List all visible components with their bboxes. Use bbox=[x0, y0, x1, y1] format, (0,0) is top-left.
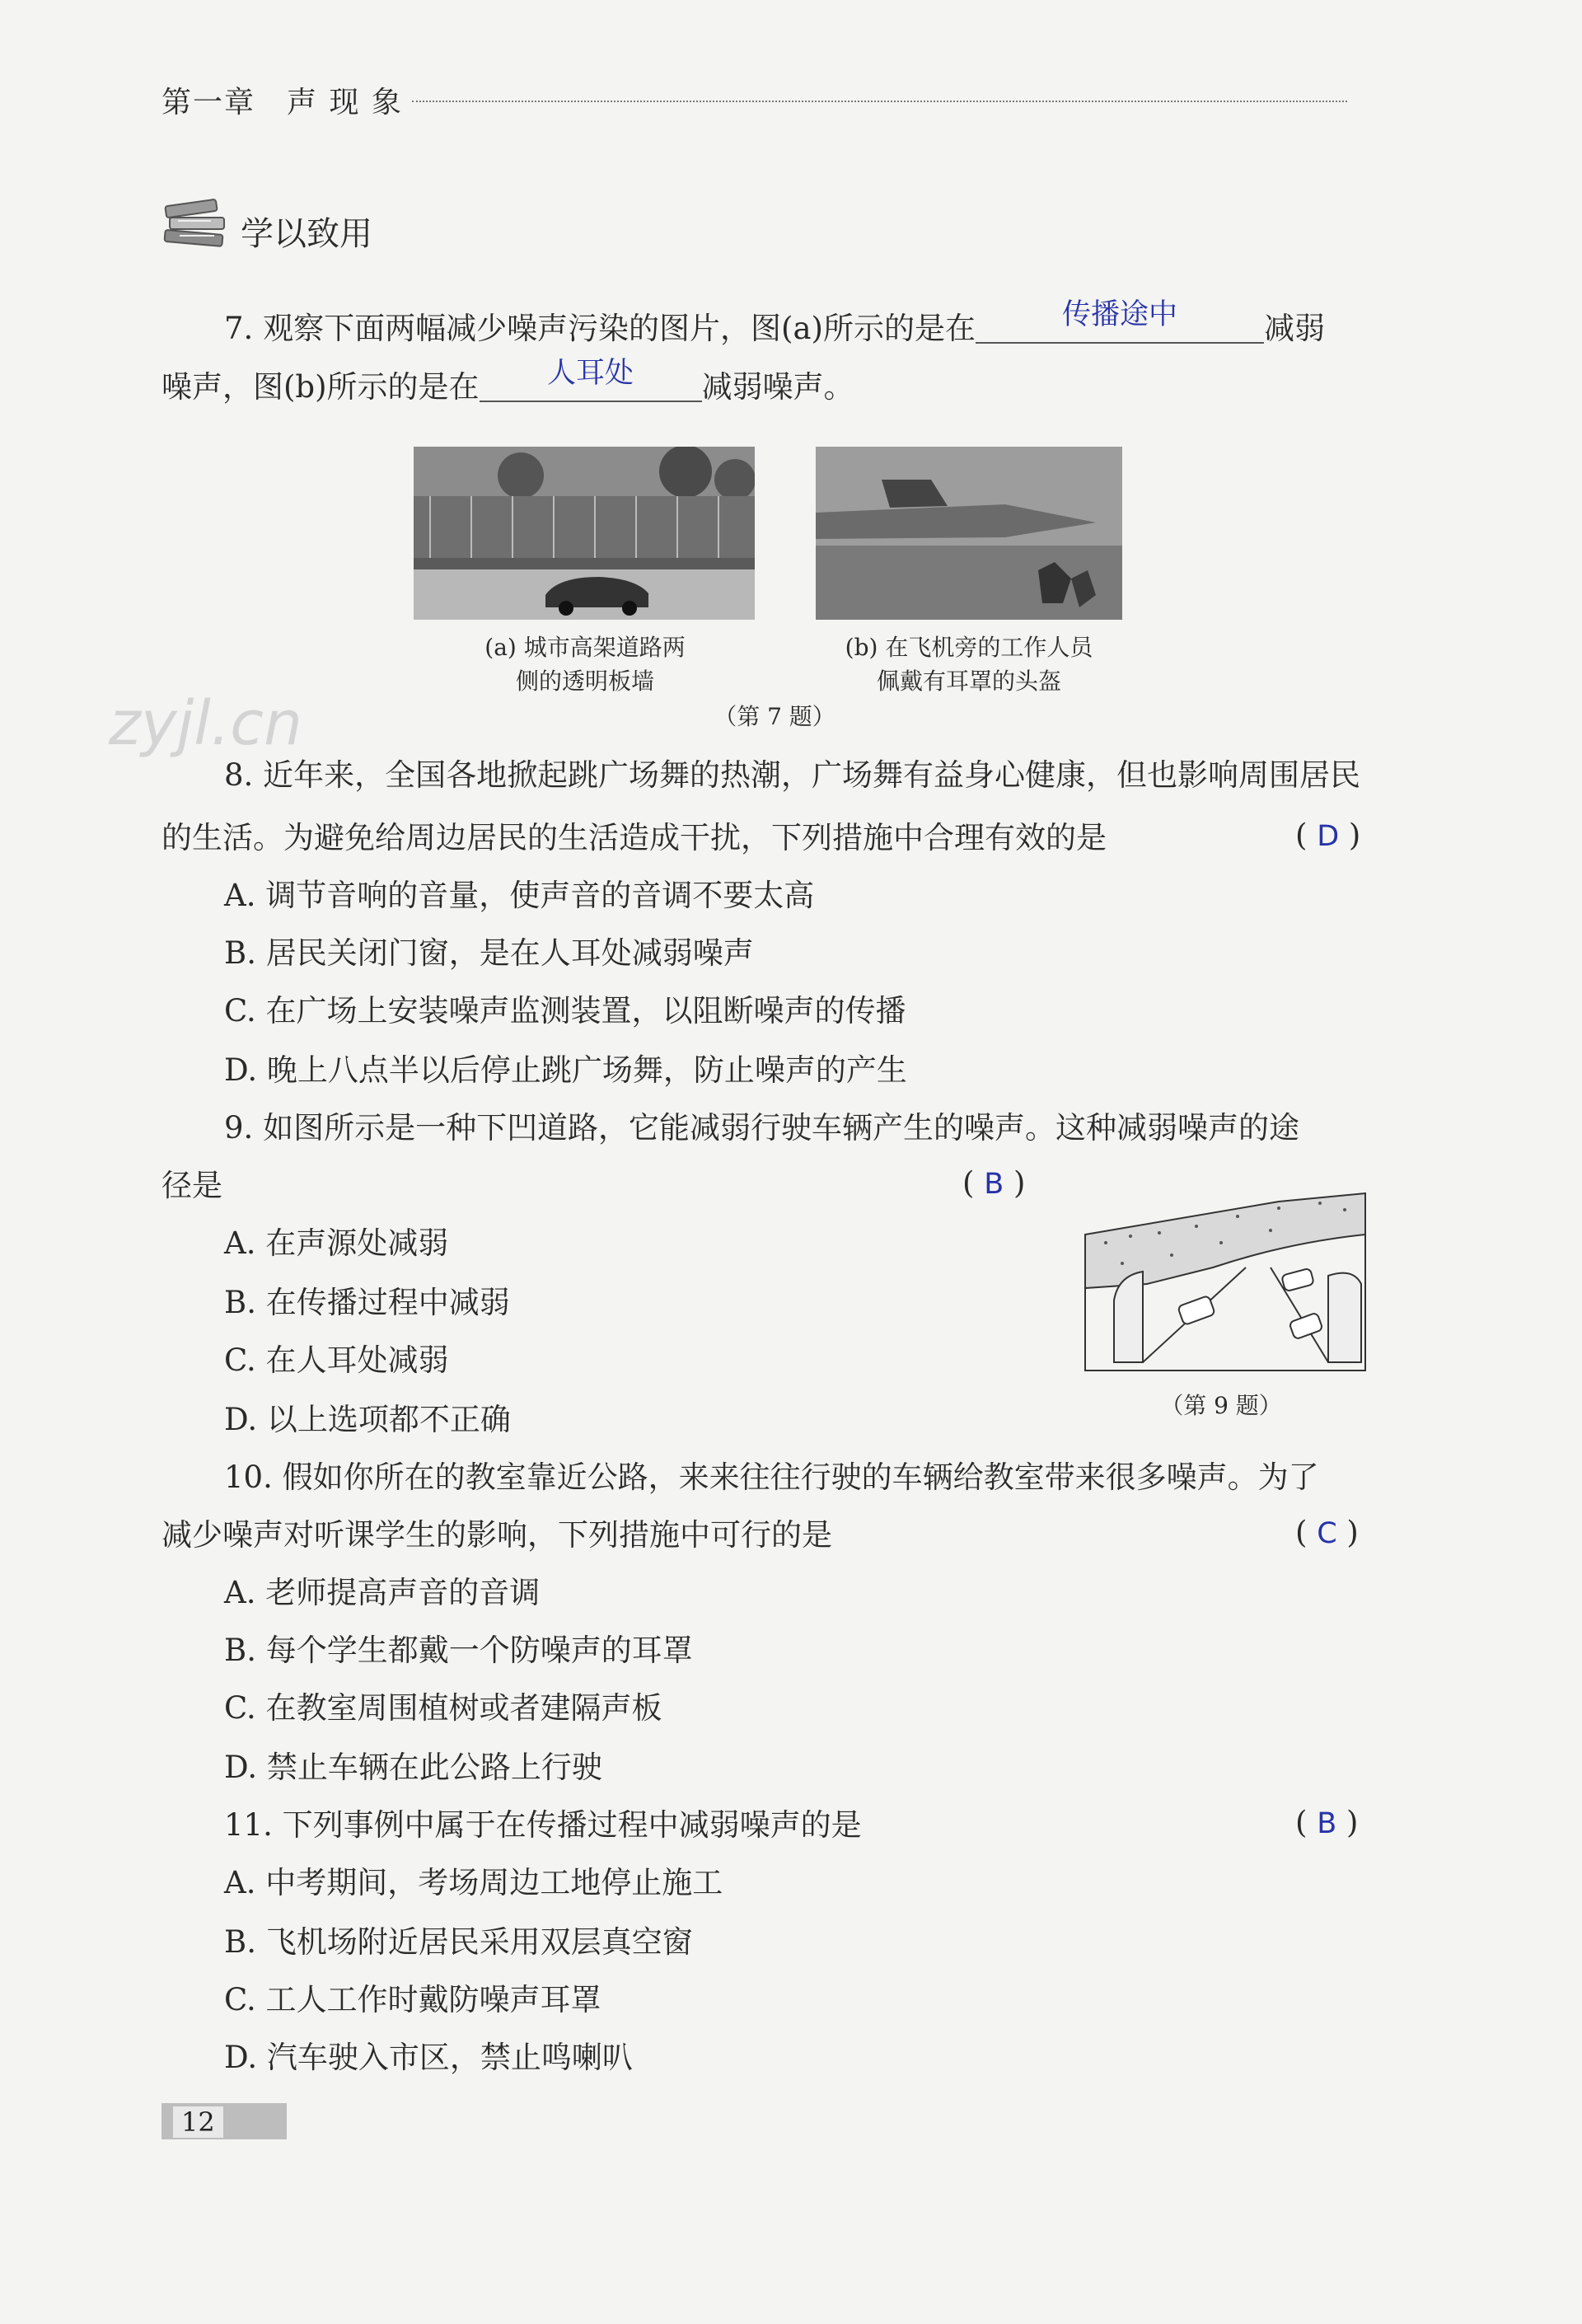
q10-line2: 减少噪声对听课学生的影响，下列措施中可行的是 bbox=[161, 1517, 832, 1553]
q7-line1: 7. 观察下面两幅减少噪声污染的图片，图(a)所示的是在 传播途中 减弱 bbox=[224, 298, 1325, 346]
q10-line1: 10. 假如你所在的教室靠近公路，来来往往行驶的车辆给教室带来很多噪声。为了 bbox=[224, 1460, 1319, 1495]
q11-option-c: C. 工人工作时戴防噪声耳罩 bbox=[224, 1982, 601, 2017]
figure-7a-caption: (a) 城市高架道路两 侧的透明板墙 bbox=[484, 634, 686, 695]
figure-7b-jet-crew bbox=[816, 447, 1122, 620]
q10-option-c: C. 在教室周围植树或者建隔声板 bbox=[224, 1690, 662, 1726]
q7-line2: 噪声，图(b)所示的是在 人耳处 减弱噪声。 bbox=[161, 357, 854, 405]
q8-option-d: D. 晚上八点半以后停止跳广场舞，防止噪声的产生 bbox=[224, 1052, 907, 1088]
watermark: zyjl.cn bbox=[109, 688, 302, 759]
books-icon bbox=[161, 196, 236, 254]
figure-7a-sound-barrier bbox=[414, 447, 755, 620]
q10-answer-bracket: ( C ) bbox=[1295, 1515, 1359, 1550]
header-rule bbox=[412, 101, 1347, 102]
q8-line2: 的生活。为避免给周边居民的生活造成干扰，下列措施中合理有效的是 bbox=[161, 820, 1107, 855]
q11-option-d: D. 汽车驶入市区，禁止鸣喇叭 bbox=[224, 2040, 633, 2075]
q7-answer2: 人耳处 bbox=[547, 357, 634, 390]
q9-option-b: B. 在传播过程中减弱 bbox=[224, 1285, 510, 1320]
q11-line1: 11. 下列事例中属于在传播过程中减弱噪声的是 bbox=[224, 1807, 862, 1843]
figure-9-sunken-road bbox=[1081, 1185, 1369, 1375]
figure-9-label: （第 9 题） bbox=[1160, 1392, 1282, 1419]
figure-7-label: （第 7 题） bbox=[714, 703, 835, 730]
q9-option-a: A. 在声源处减弱 bbox=[224, 1225, 449, 1261]
q8-answer-bracket: ( D ) bbox=[1295, 818, 1361, 853]
q8-line1: 8. 近年来，全国各地掀起跳广场舞的热潮，广场舞有益身心健康，但也影响周围居民 bbox=[224, 757, 1361, 793]
q8-option-c: C. 在广场上安装噪声监测装置，以阻断噪声的传播 bbox=[224, 993, 906, 1028]
q9-answer-bracket: ( B ) bbox=[962, 1165, 1026, 1201]
q7-blank2 bbox=[480, 357, 702, 402]
q11-option-b: B. 飞机场附近居民采用双层真空窗 bbox=[224, 1924, 693, 1960]
q8-option-a: A. 调节音响的音量，使声音的音调不要太高 bbox=[224, 878, 815, 913]
q10-option-a: A. 老师提高声音的音调 bbox=[224, 1575, 541, 1610]
page-number: 12 bbox=[173, 2106, 223, 2138]
q9-line1: 9. 如图所示是一种下凹道路，它能减弱行驶车辆产生的噪声。这种减弱噪声的途 bbox=[224, 1110, 1300, 1146]
figure-7b-caption: (b) 在飞机旁的工作人员 佩戴有耳罩的头盔 bbox=[845, 634, 1093, 695]
q9-line2: 径是 bbox=[161, 1168, 222, 1203]
q10-option-b: B. 每个学生都戴一个防噪声的耳罩 bbox=[224, 1633, 693, 1668]
q9-option-c: C. 在人耳处减弱 bbox=[224, 1342, 449, 1378]
q7-blank1 bbox=[976, 298, 1264, 344]
page-number-tab bbox=[161, 2103, 287, 2139]
q7-answer1: 传播途中 bbox=[1061, 298, 1177, 331]
q10-option-d: D. 禁止车辆在此公路上行驶 bbox=[224, 1750, 602, 1785]
q8-option-b: B. 居民关闭门窗，是在人耳处减弱噪声 bbox=[224, 935, 754, 971]
q9-option-d: D. 以上选项都不正确 bbox=[224, 1402, 511, 1437]
chapter-header: 第一章 声 现 象 bbox=[161, 86, 403, 119]
q11-answer-bracket: ( B ) bbox=[1295, 1805, 1359, 1840]
q11-option-a: A. 中考期间，考场周边工地停止施工 bbox=[224, 1865, 723, 1900]
section-title: 学以致用 bbox=[241, 215, 372, 253]
